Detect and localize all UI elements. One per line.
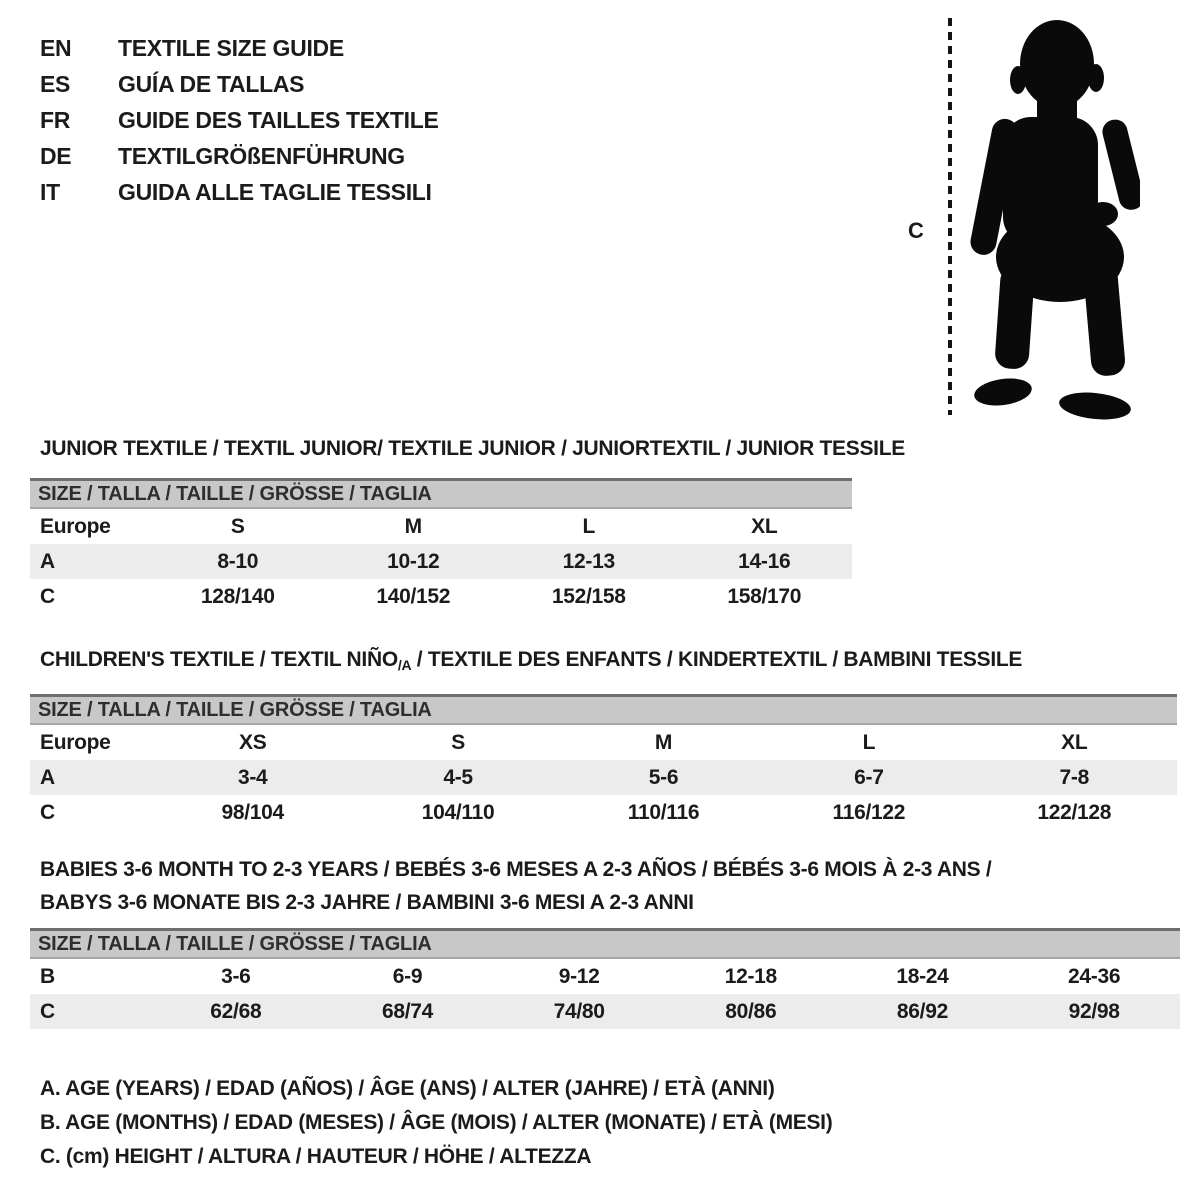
babies-textile-section bbox=[30, 853, 1180, 1029]
table-cell: 86/92 bbox=[896, 999, 948, 1023]
table-cell: 18-24 bbox=[896, 964, 949, 988]
table-cell: 68/74 bbox=[381, 999, 434, 1023]
table-row bbox=[30, 725, 1177, 760]
lang-row-fr bbox=[40, 102, 439, 138]
table-cell: 74/80 bbox=[553, 999, 605, 1023]
table-cell: 80/86 bbox=[725, 999, 777, 1023]
toddler-silhouette-icon bbox=[965, 14, 1140, 424]
table-cell: 6-9 bbox=[392, 964, 423, 988]
table-cell: 8-10 bbox=[217, 549, 259, 573]
lang-title: TEXTILGRÖßENFÜHRUNG bbox=[118, 142, 405, 169]
babies-section-title-line1: BABIES 3-6 MONTH TO 2-3 YEARS / BEBÉS 3-6 MESES A 2-3 AÑOS / BÉBÉS 3-6 MOIS À 2-3 ANS / bbox=[40, 858, 992, 881]
table-cell: 152/158 bbox=[551, 584, 626, 608]
table-cell: 140/152 bbox=[376, 584, 451, 608]
table-cell: 3-4 bbox=[237, 765, 268, 789]
babies-section-title-line2: BABYS 3-6 MONATE BIS 2-3 JAHRE / BAMBINI 3-6 MESI A 2-3 ANNI bbox=[40, 891, 694, 914]
junior-section-title: JUNIOR TEXTILE / TEXTIL JUNIOR/ TEXTILE JUNIOR / JUNIORTEXTIL / JUNIOR TESSILE bbox=[40, 437, 905, 460]
lang-code: DE bbox=[40, 142, 72, 169]
table-cell: 10-12 bbox=[387, 549, 440, 573]
table-cell: M bbox=[404, 514, 422, 538]
table-cell: 12-13 bbox=[562, 549, 615, 573]
table-row bbox=[30, 579, 852, 614]
lang-row-de bbox=[40, 138, 439, 174]
children-textile-section bbox=[30, 648, 1177, 830]
babies-size-table bbox=[30, 959, 1180, 1029]
table-cell: XL bbox=[1061, 730, 1088, 754]
junior-textile-section bbox=[30, 437, 905, 614]
lang-title: GUIDE DES TAILLES TEXTILE bbox=[118, 106, 439, 133]
table-row bbox=[30, 959, 1180, 994]
children-size-table bbox=[30, 725, 1177, 830]
table-cell: S bbox=[230, 514, 245, 538]
height-measure-label: C bbox=[908, 218, 924, 243]
language-title-list bbox=[40, 30, 439, 210]
table-cell: XL bbox=[751, 514, 778, 538]
table-cell: 14-16 bbox=[738, 549, 791, 573]
table-cell: 104/110 bbox=[421, 800, 495, 824]
table-cell: M bbox=[654, 730, 673, 754]
lang-title: GUIDA ALLE TAGLIE TESSILI bbox=[118, 178, 432, 205]
table-cell: XS bbox=[238, 730, 267, 754]
row-label: Europe bbox=[40, 730, 111, 754]
table-cell: 24-36 bbox=[1068, 964, 1121, 988]
table-row bbox=[30, 509, 852, 544]
legend-notes bbox=[40, 1072, 832, 1174]
table-cell: 5-6 bbox=[648, 765, 679, 789]
lang-title: TEXTILE SIZE GUIDE bbox=[118, 34, 344, 61]
note-a: A. AGE (YEARS) / EDAD (AÑOS) / ÂGE (ANS) / ALTER (JAHRE) / ETÀ (ANNI) bbox=[40, 1077, 775, 1100]
babies-size-header-band: SIZE / TALLA / TAILLE / GRÖSSE / TAGLIA bbox=[30, 928, 1180, 959]
lang-code: IT bbox=[40, 178, 60, 205]
row-label: C bbox=[40, 584, 55, 608]
row-label: B bbox=[40, 964, 55, 988]
table-cell: 9-12 bbox=[558, 964, 600, 988]
table-cell: 122/128 bbox=[1037, 800, 1112, 824]
table-row bbox=[30, 994, 1180, 1029]
table-cell: 158/170 bbox=[727, 584, 802, 608]
table-cell: 116/122 bbox=[832, 800, 906, 824]
title-text: CHILDREN'S TEXTILE / TEXTIL NIÑO bbox=[40, 648, 398, 671]
table-cell: 12-18 bbox=[724, 964, 777, 988]
lang-row-es bbox=[40, 66, 439, 102]
table-cell: 92/98 bbox=[1068, 999, 1120, 1023]
junior-size-header-band: SIZE / TALLA / TAILLE / GRÖSSE / TAGLIA bbox=[30, 478, 852, 509]
title-subscript: /A bbox=[397, 657, 412, 673]
children-size-header-band: SIZE / TALLA / TAILLE / GRÖSSE / TAGLIA bbox=[30, 694, 1177, 725]
table-cell: 98/104 bbox=[221, 800, 284, 824]
children-section-title bbox=[30, 648, 1177, 677]
row-label: Europe bbox=[40, 514, 111, 538]
lang-title: GUÍA DE TALLAS bbox=[118, 70, 305, 97]
table-cell: 3-6 bbox=[221, 964, 251, 988]
row-label: C bbox=[40, 800, 55, 824]
height-measure-dashed-line bbox=[948, 18, 952, 415]
lang-row-en bbox=[40, 30, 439, 66]
table-cell: L bbox=[862, 730, 876, 754]
row-label: C bbox=[40, 999, 55, 1023]
title-text: / TEXTILE DES ENFANTS / KINDERTEXTIL / BAMBINI TESSILE bbox=[411, 648, 1023, 671]
lang-code: ES bbox=[40, 70, 71, 97]
table-row bbox=[30, 760, 1177, 795]
table-cell: 6-7 bbox=[854, 765, 884, 789]
note-c: C. (cm) HEIGHT / ALTURA / HAUTEUR / HÖHE / ALTEZZA bbox=[40, 1145, 592, 1168]
table-cell: 110/116 bbox=[627, 800, 700, 824]
table-cell: 4-5 bbox=[443, 765, 473, 789]
table-cell: 128/140 bbox=[200, 584, 275, 608]
junior-size-table bbox=[30, 509, 852, 614]
table-cell: 7-8 bbox=[1059, 765, 1089, 789]
lang-row-it bbox=[40, 174, 439, 210]
table-cell: 62/68 bbox=[210, 999, 262, 1023]
table-row bbox=[30, 795, 1177, 830]
row-label: A bbox=[40, 765, 55, 789]
table-row bbox=[30, 544, 852, 579]
table-cell: L bbox=[582, 514, 596, 538]
lang-code: FR bbox=[40, 106, 71, 133]
row-label: A bbox=[40, 549, 55, 573]
note-b: B. AGE (MONTHS) / EDAD (MESES) / ÂGE (MOIS) / ALTER (MONATE) / ETÀ (MESI) bbox=[40, 1111, 833, 1134]
table-cell: S bbox=[451, 730, 465, 754]
lang-code: EN bbox=[40, 34, 72, 61]
